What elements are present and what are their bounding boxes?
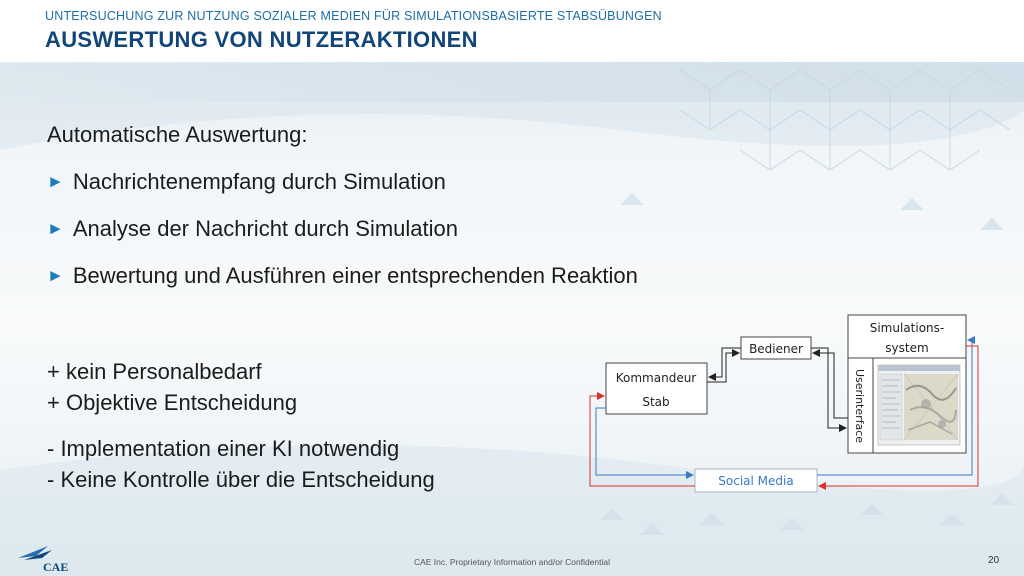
- triangle-right-icon: ►: [47, 219, 64, 238]
- kommandeur-box: [606, 363, 707, 414]
- arrow-bediener-to-ui: [811, 348, 846, 428]
- bediener-label: Bediener: [749, 342, 803, 356]
- content-heading: Automatische Auswertung:: [47, 122, 308, 147]
- map-screenshot-thumbnail: [878, 365, 960, 445]
- slide-subtitle: UNTERSUCHUNG ZUR NUTZUNG SOZIALER MEDIEN FÜR SIMULATIONSBASIERTE STABSÜBUNGEN: [45, 9, 662, 23]
- arrow-ui-to-bediener: [813, 353, 848, 418]
- bullet-item: [47, 169, 446, 195]
- arrow-bediener-to-kommandeur: [709, 348, 741, 377]
- arrow-kommandeur-to-bediener: [707, 353, 739, 382]
- bullet-text: Bewertung und Ausführen einer entsprechenden Reaktion: [72, 263, 638, 288]
- flow-diagram: [580, 310, 1000, 510]
- confidential-note: CAE Inc. Proprietary Information and/or Confidential: [413, 557, 611, 567]
- pro-item: + kein Personalbedarf: [47, 359, 262, 384]
- cae-logo-text: CAE: [43, 560, 69, 574]
- sim-label-2: system: [885, 341, 929, 355]
- kommandeur-label: Kommandeur: [615, 371, 697, 385]
- con-item: - Keine Kontrolle über die Entscheidung: [47, 467, 435, 492]
- triangle-right-icon: ►: [47, 266, 64, 285]
- con-item: - Implementation einer KI notwendig: [47, 436, 400, 461]
- page-number: 20: [988, 555, 1000, 566]
- bullet-item: [47, 216, 458, 242]
- slide-title: AUSWERTUNG VON NUTZERAKTIONEN: [45, 27, 478, 52]
- social-media-label: Social Media: [718, 474, 794, 488]
- social-media-box: [695, 469, 817, 492]
- bullet-item: [47, 263, 638, 289]
- sim-label-1: Simulations-: [869, 321, 945, 335]
- bullet-text: Nachrichtenempfang durch Simulation: [72, 169, 446, 194]
- bullet-text: Analyse der Nachricht durch Simulation: [72, 216, 459, 241]
- bediener-box: [741, 337, 811, 359]
- pro-item: + Objektive Entscheidung: [47, 390, 298, 415]
- simulationssystem-box: [848, 315, 966, 453]
- arrow-kommandeur-to-social-blue: [596, 408, 693, 475]
- stab-label: Stab: [642, 395, 670, 409]
- triangle-right-icon: ►: [47, 172, 64, 191]
- userinterface-label: Userinterface: [853, 368, 866, 444]
